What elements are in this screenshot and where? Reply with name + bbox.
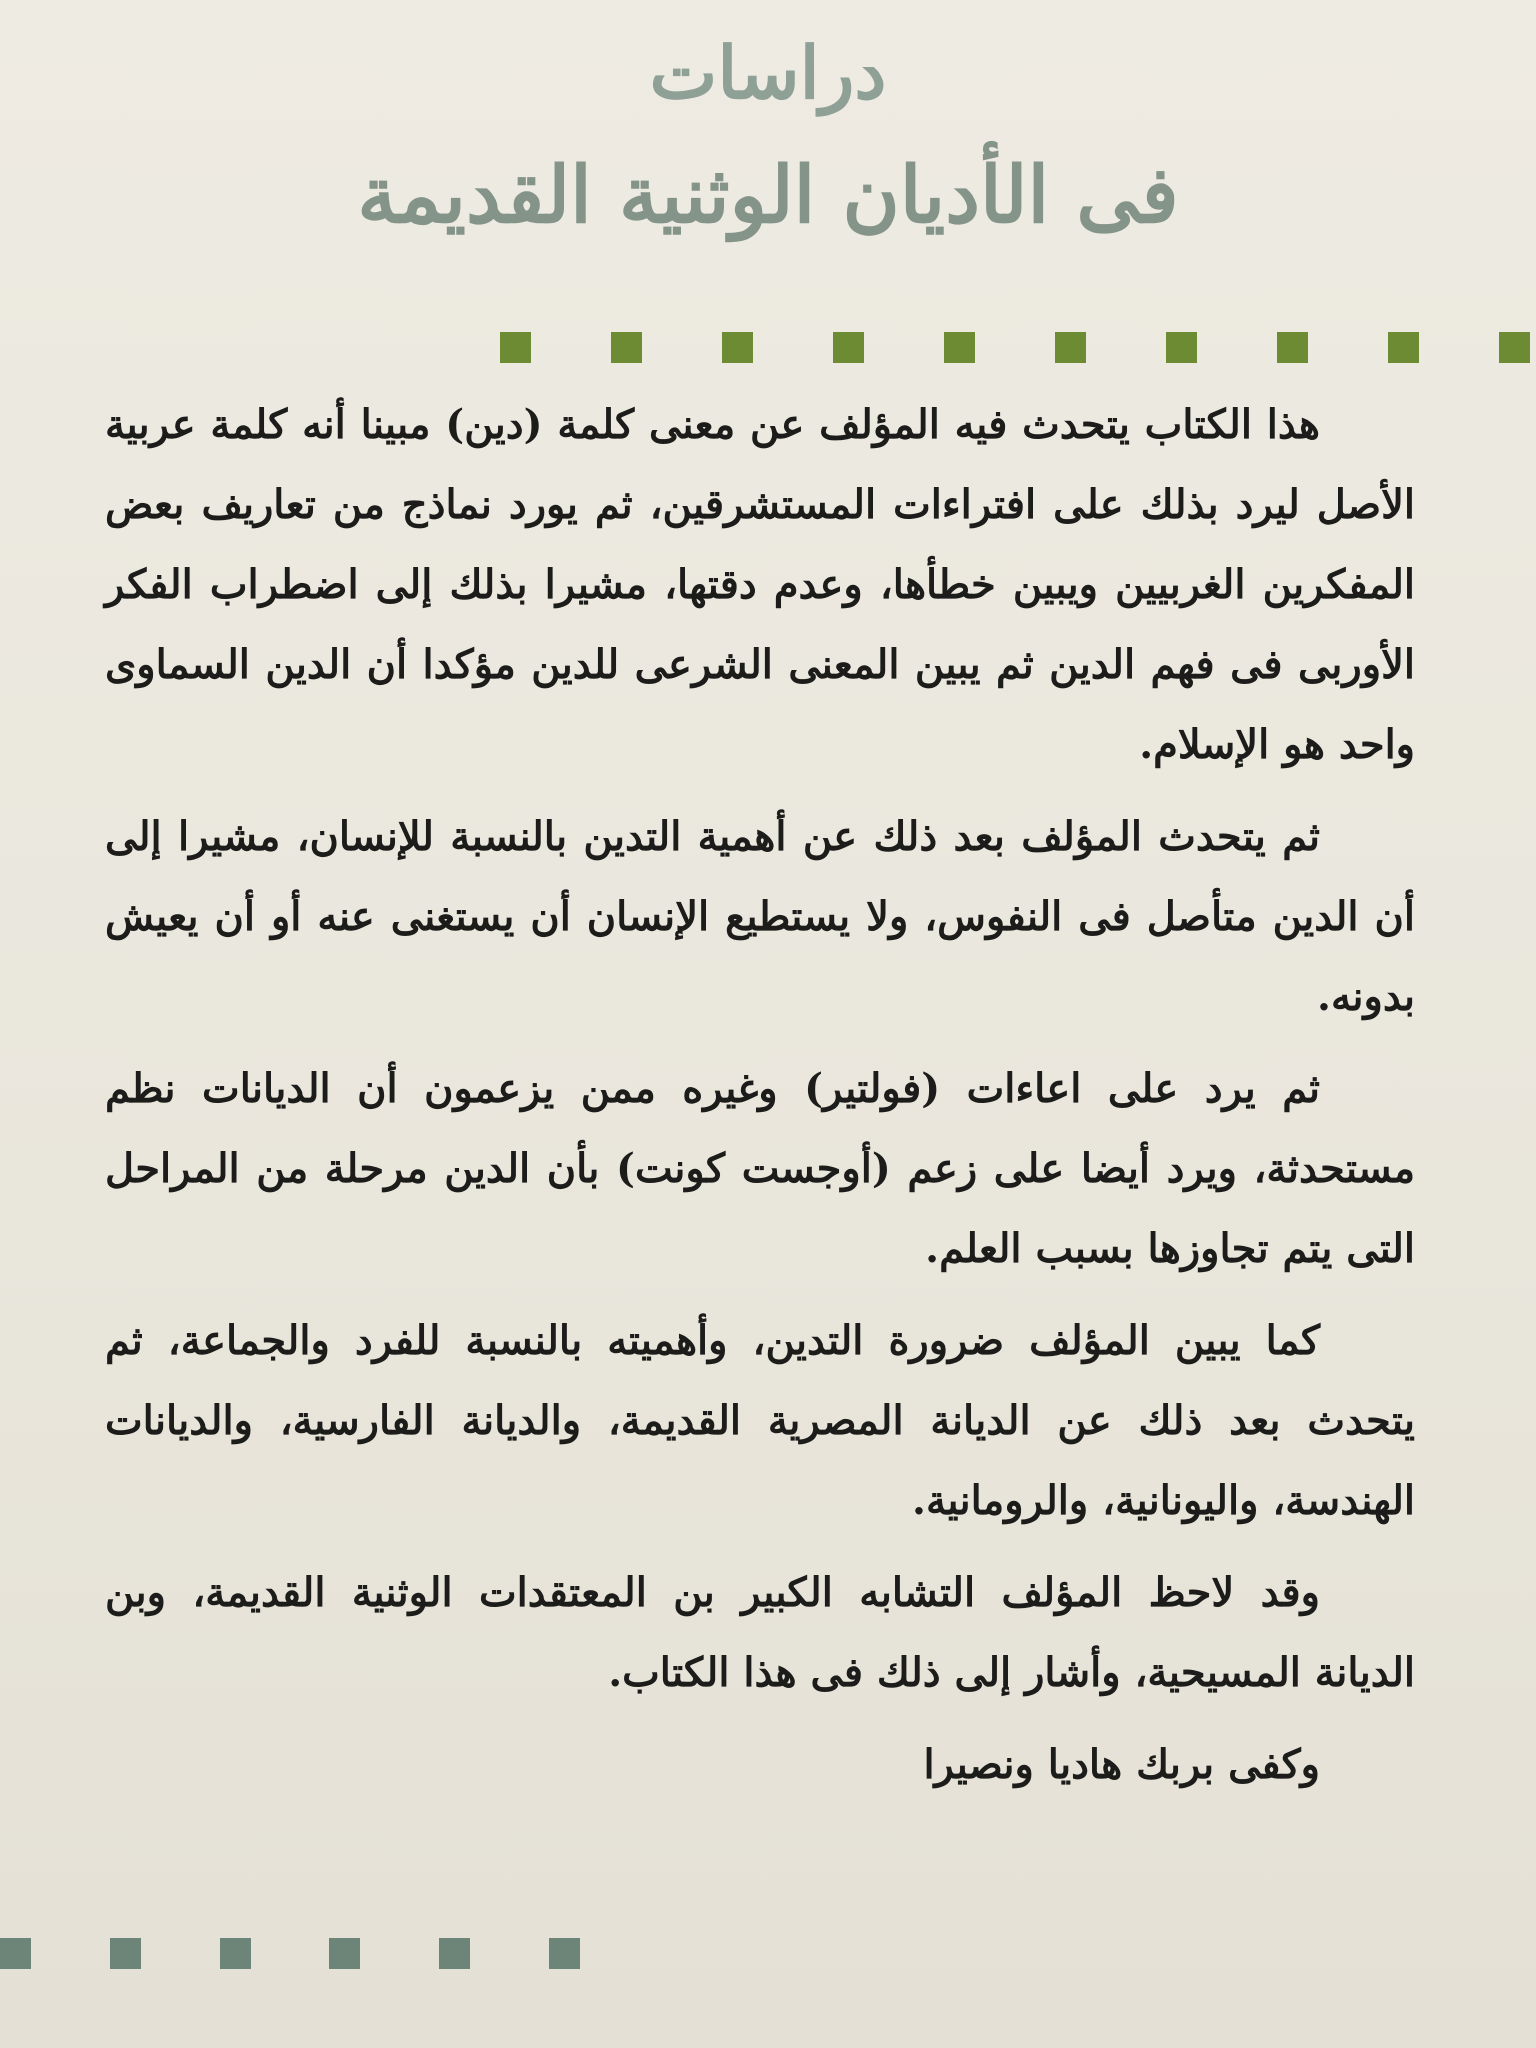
divider-square — [439, 1938, 470, 1969]
divider-square — [611, 332, 642, 363]
paragraph-definition: هذا الكتاب يتحدث فيه المؤلف عن معنى كلمة (دين) مبينا أنه كلمة عربية الأصل ليرد بذلك على افتراءات المستشرقين، ثم يورد نماذج من تعاريف بعض المفكرين الغربيين ويبين خطأها، وعدم دقتها، مشيرا بذلك إلى اضطراب الفكر الأوربى فى فهم الدين ثم يبين المعنى الشرعى للدين مؤكدا أن الدين السماوى واحد هو الإسلام. — [105, 401, 1415, 768]
divider-square — [722, 332, 753, 363]
paragraph-closing: وكفى بربك هاديا ونصيرا — [923, 1741, 1320, 1788]
divider-square — [0, 1938, 31, 1969]
series-title: دراسات — [649, 30, 887, 115]
divider-square — [833, 332, 864, 363]
top-square-divider — [500, 327, 1530, 367]
divider-square — [110, 1938, 141, 1969]
divider-square — [500, 332, 531, 363]
divider-square — [329, 1938, 360, 1969]
blurb-text — [105, 385, 1415, 1925]
divider-square — [1277, 332, 1308, 363]
bottom-square-divider — [0, 1933, 580, 1973]
divider-square — [1388, 332, 1419, 363]
divider-square — [220, 1938, 251, 1969]
divider-square — [549, 1938, 580, 1969]
book-title: فى الأديان الوثنية القديمة — [357, 150, 1179, 241]
divider-square — [1055, 332, 1086, 363]
divider-square — [1499, 332, 1530, 363]
paragraph-rebuttal: ثم يرد على اعاءات (فولتير) وغيره ممن يزعمون أن الديانات نظم مستحدثة، ويرد أيضا على زعم (أوجست كونت) بأن الدين مرحلة من المراحل التى يتم تجاوزها بسبب العلم. — [105, 1065, 1415, 1272]
paragraph-importance: ثم يتحدث المؤلف بعد ذلك عن أهمية التدين بالنسبة للإنسان، مشيرا إلى أن الدين متأصل فى النفوس، ولا يستطيع الإنسان أن يستغنى عنه أو أن يعيش بدونه. — [105, 813, 1415, 1020]
paragraph-similarity: وقد لاحظ المؤلف التشابه الكبير بن المعتقدات الوثنية القديمة، وبن الديانة المسيحية، وأشار إلى ذلك فى هذا الكتاب. — [105, 1569, 1415, 1696]
divider-square — [1166, 332, 1197, 363]
divider-square — [944, 332, 975, 363]
paragraph-ancient-religions: كما يبين المؤلف ضرورة التدين، وأهميته بالنسبة للفرد والجماعة، ثم يتحدث بعد ذلك عن الديانة المصرية القديمة، والديانة الفارسية، والديانات الهندسة، واليونانية، والرومانية. — [105, 1317, 1415, 1524]
